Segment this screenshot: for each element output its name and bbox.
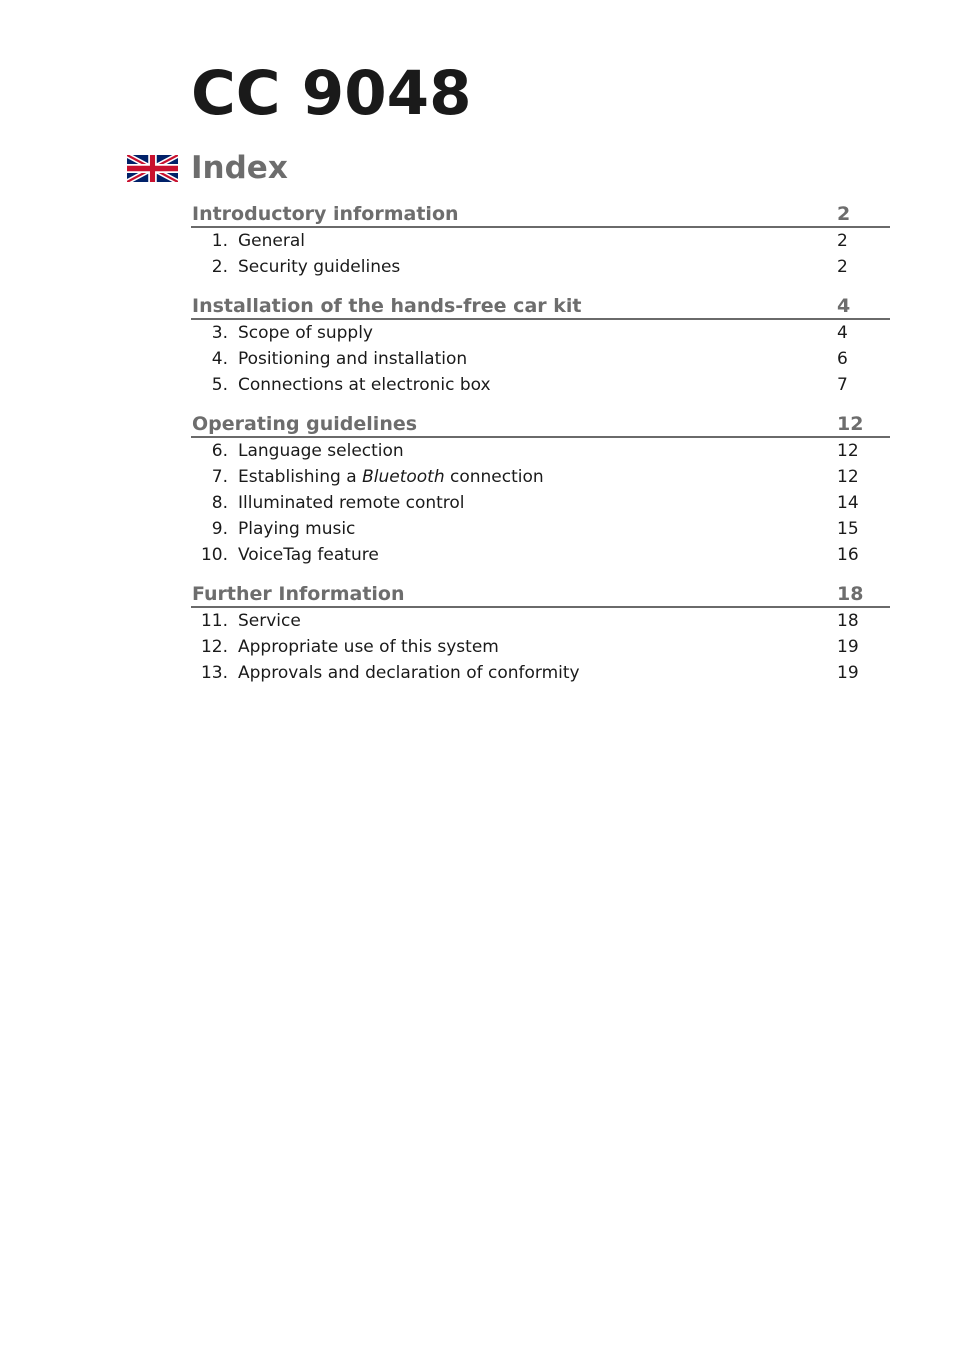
entry-page: 2 xyxy=(837,231,848,251)
toc-entry[interactable] xyxy=(191,228,890,254)
entry-number: 6. xyxy=(211,441,228,461)
entry-page: 14 xyxy=(837,493,859,513)
entry-page: 2 xyxy=(837,257,848,277)
toc-section-header[interactable] xyxy=(191,290,890,320)
entry-number: 13. xyxy=(200,663,228,683)
entry-page: 19 xyxy=(837,663,859,683)
toc-entry[interactable] xyxy=(191,254,890,280)
entry-title: General xyxy=(238,231,305,251)
entry-number: 12. xyxy=(200,637,228,657)
index-heading: Index xyxy=(191,150,288,186)
toc-section-header[interactable] xyxy=(191,198,890,228)
entry-page: 4 xyxy=(837,323,848,343)
section-title: Operating guidelines xyxy=(192,413,418,435)
toc-entry[interactable] xyxy=(191,438,890,464)
entry-title: Language selection xyxy=(238,441,404,461)
entry-page: 15 xyxy=(837,519,859,539)
toc-section xyxy=(191,290,890,398)
entry-title: Security guidelines xyxy=(238,257,401,277)
toc-section xyxy=(191,198,890,280)
entry-page: 19 xyxy=(837,637,859,657)
toc-entry[interactable] xyxy=(191,608,890,634)
section-page: 2 xyxy=(837,203,851,225)
toc-entry[interactable] xyxy=(191,372,890,398)
toc-entry[interactable] xyxy=(191,490,890,516)
entry-title: Playing music xyxy=(238,519,356,539)
entry-title: Service xyxy=(238,611,301,631)
entry-title: Positioning and installation xyxy=(238,349,468,369)
entry-number: 9. xyxy=(211,519,228,539)
entry-title: Approvals and declaration of conformity xyxy=(238,663,580,683)
toc-entry[interactable] xyxy=(191,464,890,490)
document-title: CC 9048 xyxy=(191,58,472,129)
toc-entry[interactable] xyxy=(191,634,890,660)
entry-number: 10. xyxy=(200,545,228,565)
entry-number: 11. xyxy=(200,611,228,631)
entry-number: 7. xyxy=(211,467,228,487)
entry-number: 4. xyxy=(211,349,228,369)
entry-page: 7 xyxy=(837,375,848,395)
section-page: 12 xyxy=(837,413,864,435)
entry-title: VoiceTag feature xyxy=(238,545,379,565)
section-title: Installation of the hands-free car kit xyxy=(192,295,582,317)
entry-title: Illuminated remote control xyxy=(238,493,465,513)
toc-section-header[interactable] xyxy=(191,408,890,438)
entry-number: 8. xyxy=(211,493,228,513)
toc-section xyxy=(191,578,890,686)
entry-number: 3. xyxy=(211,323,228,343)
entry-page: 18 xyxy=(837,611,859,631)
entry-title: Appropriate use of this system xyxy=(238,637,499,657)
section-title: Introductory information xyxy=(192,203,459,225)
toc-entry[interactable] xyxy=(191,516,890,542)
toc-section-header[interactable] xyxy=(191,578,890,608)
section-page: 4 xyxy=(837,295,851,317)
entry-number: 2. xyxy=(211,257,228,277)
entry-title xyxy=(238,464,544,490)
entry-page: 12 xyxy=(837,441,859,461)
entry-title: Scope of supply xyxy=(238,323,373,343)
uk-flag-icon xyxy=(127,155,178,182)
entry-page: 6 xyxy=(837,349,848,369)
entry-page: 12 xyxy=(837,467,859,487)
toc-entry[interactable] xyxy=(191,320,890,346)
toc-section xyxy=(191,408,890,568)
entry-number: 1. xyxy=(211,231,228,251)
entry-title-prefix: Establishing a xyxy=(238,467,363,487)
entry-page: 16 xyxy=(837,545,859,565)
toc-entry[interactable] xyxy=(191,542,890,568)
table-of-contents xyxy=(191,198,890,696)
toc-entry[interactable] xyxy=(191,346,890,372)
section-page: 18 xyxy=(837,583,864,605)
toc-entry[interactable] xyxy=(191,660,890,686)
entry-title-italic: Bluetooth xyxy=(362,467,445,487)
section-title: Further Information xyxy=(192,583,405,605)
entry-title-suffix: connection xyxy=(444,467,544,487)
entry-title: Connections at electronic box xyxy=(238,375,491,395)
entry-number: 5. xyxy=(211,375,228,395)
